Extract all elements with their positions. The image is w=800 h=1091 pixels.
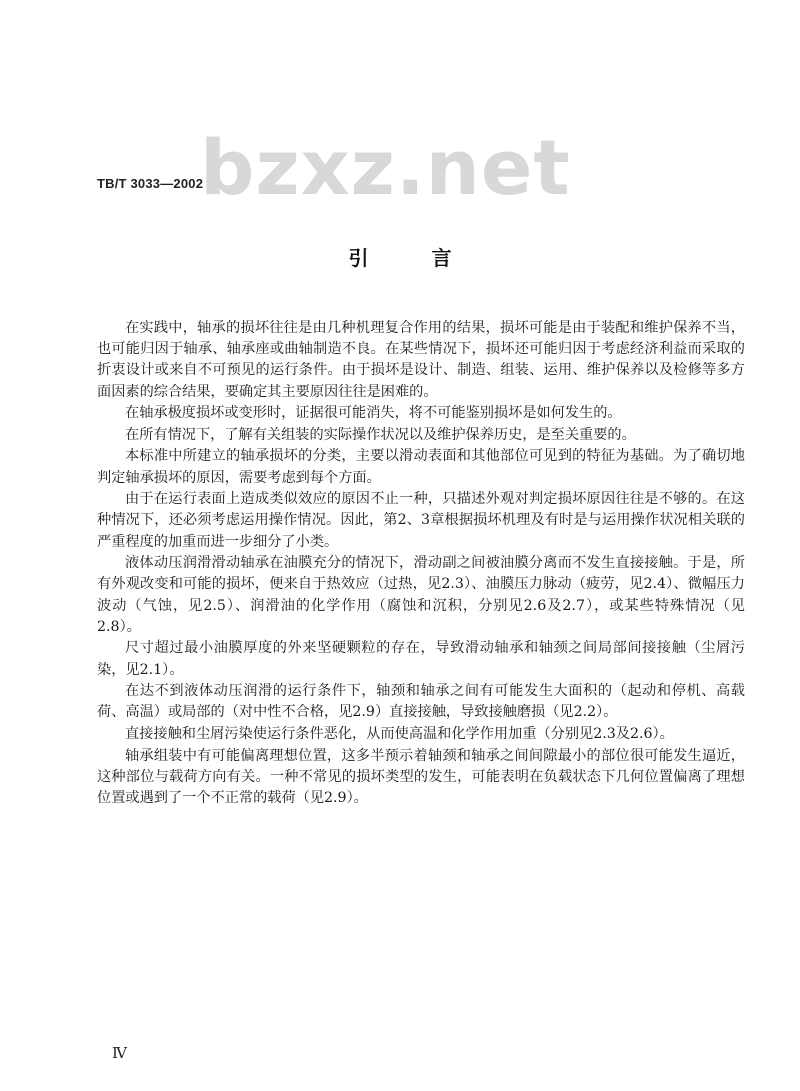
paragraph: 直接接触和尘屑污染使运行条件恶化，从而使高温和化学作用加重（分别见2.3及2.6）。 <box>125 725 674 742</box>
paragraph: 在实践中，轴承的损坏往往是由几种机理复合作用的结果，损坏可能是由于装配和维护保养不当，也可能归因于轴承、轴承座或曲轴制造不良。在某些情况下，损坏还可能归因于考虑经济利益而采取的折衷设计或来自不可预见的运行条件。由于损坏是设计、制造、组装、运用、维护保养以及检修等多方面因素的综合结果，要确定其主要原因往往是困难的。 <box>97 320 745 400</box>
paragraph: 本标准中所建立的轴承损坏的分类，主要以滑动表面和其他部位可见到的特征为基础。为了确切地判定轴承损坏的原因，需要考虑到每个方面。 <box>97 448 745 486</box>
paragraph: 在达不到液体动压润滑的运行条件下，轴颈和轴承之间有可能发生大面积的（起动和停机、高载荷、高温）或局部的（对中性不合格，见2.9）直接接触，导致接触磨损（见2.2）。 <box>97 683 745 721</box>
paragraph: 液体动压润滑滑动轴承在油膜充分的情况下，滑动副之间被油膜分离而不发生直接接触。于是，所有外观改变和可能的损坏，便来自于热效应（过热，见2.3）、油膜压力脉动（疲劳，见2.4）、微幅压力波动（气蚀，见2.5）、润滑油的化学作用（腐蚀和沉积，分别见2.6及2.7），或某些特殊情况（见2.8）。 <box>97 555 745 635</box>
standard-number: TB/T 3033—2002 <box>97 176 204 191</box>
watermark: bzxz.net <box>200 123 571 212</box>
paragraph: 在轴承极度损坏或变形时，证据很可能消失，将不可能鉴别损坏是如何发生的。 <box>125 405 622 422</box>
body-text <box>97 318 745 810</box>
paragraph: 轴承组装中有可能偏离理想位置，这多半预示着轴颈和轴承之间间隙最小的部位很可能发生逼近，这种部位与载荷方向有关。一种不常见的损坏类型的发生，可能表明在负载状态下几何位置偏离了理想位置或遇到了一个不正常的载荷（见2.9）。 <box>97 747 745 806</box>
page-number: Ⅳ <box>112 1044 127 1062</box>
paragraph: 在所有情况下，了解有关组装的实际操作状况以及维护保养历史，是至关重要的。 <box>125 426 636 443</box>
page-title: 引 言 <box>348 246 480 270</box>
paragraph: 尺寸超过最小油膜厚度的外来坚硬颗粒的存在，导致滑动轴承和轴颈之间局部间接接触（尘屑污染，见2.1）。 <box>97 640 745 678</box>
paragraph: 由于在运行表面上造成类似效应的原因不止一种，只描述外观对判定损坏原因往往是不够的。在这种情况下，还必须考虑运用操作情况。因此，第2、3章根据损坏机理及有时是与运用操作状况相关联的严重程度的加重而进一步细分了小类。 <box>97 491 745 550</box>
